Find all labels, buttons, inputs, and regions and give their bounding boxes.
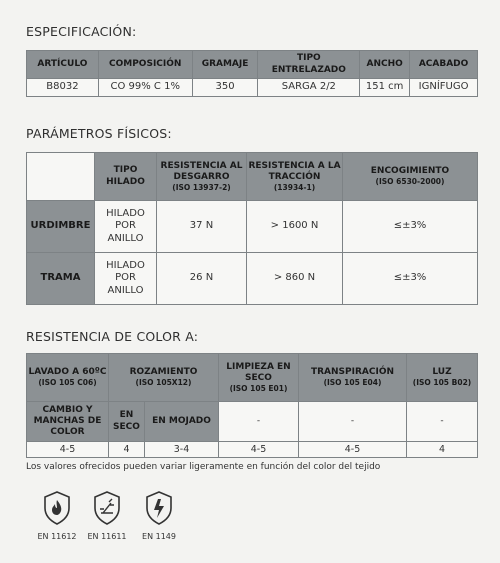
spec-value: B8032 [27,79,99,97]
cert-en1149 [132,490,186,541]
spec-header: GRAMAJE [192,51,258,79]
physical-header-row [27,153,478,201]
tear-resistance: 26 N [157,253,247,305]
physical-header: ENCOGIMIENTO (ISO 6530-2000) [343,153,478,201]
spec-header-row [27,51,478,79]
flame-shield-icon [42,490,72,526]
yarn-type: HILADO POR ANILLO [95,253,157,305]
color-subheader: EN MOJADO [145,402,219,442]
color-value: 4 [407,442,478,458]
cert-en11611 [80,490,134,541]
shrinkage: ≤±3% [343,253,478,305]
spec-value: 350 [192,79,258,97]
yarn-type: HILADO POR ANILLO [95,201,157,253]
spec-table [26,50,478,97]
spec-value: CO 99% C 1% [98,79,192,97]
cert-label: EN 11612 [37,532,77,541]
spec-value-row [27,79,478,97]
spec-value: SARGA 2/2 [258,79,360,97]
physical-header: TIPO HILADO [95,153,157,201]
spec-value: IGNÍFUGO [410,79,478,97]
physical-header: RESISTENCIA A LA TRACCIÓN (13934-1) [247,153,343,201]
spec-header: COMPOSICIÓN [98,51,192,79]
tensile-resistance: > 1600 N [247,201,343,253]
physical-table [26,152,478,305]
cert-en11612 [30,490,84,541]
physical-corner-cell [27,153,95,201]
row-label: TRAMA [27,253,95,305]
shrinkage: ≤±3% [343,201,478,253]
spec-value: 151 cm [360,79,410,97]
color-table [26,353,478,458]
cert-label: EN 1149 [142,532,176,541]
color-title: RESISTENCIA DE COLOR A: [26,329,199,344]
tensile-resistance: > 860 N [247,253,343,305]
spec-header: TIPO ENTRELAZADO [258,51,360,79]
physical-title: PARÁMETROS FÍSICOS: [26,126,172,141]
color-value-row [27,442,478,458]
welding-shield-icon [92,490,122,526]
lightning-shield-icon [144,490,174,526]
color-header: LAVADO A 60ºC (ISO 105 C06) [27,354,109,402]
color-subheader-row [27,402,478,442]
physical-row-urdimbre [27,201,478,253]
color-header: LIMPIEZA EN SECO (ISO 105 E01) [219,354,299,402]
color-subheader: CAMBIO Y MANCHAS DE COLOR [27,402,109,442]
color-header: LUZ (ISO 105 B02) [407,354,478,402]
physical-row-trama [27,253,478,305]
color-value: 3-4 [145,442,219,458]
color-value: 4-5 [27,442,109,458]
spec-header: ANCHO [360,51,410,79]
color-subheader-empty: - [219,402,299,442]
spec-header: ACABADO [410,51,478,79]
color-subheader: EN SECO [109,402,145,442]
color-value: 4-5 [219,442,299,458]
color-header-row [27,354,478,402]
color-header: TRANSPIRACIÓN (ISO 105 E04) [299,354,407,402]
spec-title: ESPECIFICACIÓN: [26,24,137,39]
spec-header: ARTÍCULO [27,51,99,79]
color-subheader-empty: - [299,402,407,442]
color-value: 4-5 [299,442,407,458]
color-value: 4 [109,442,145,458]
color-subheader-empty: - [407,402,478,442]
row-label: URDIMBRE [27,201,95,253]
tear-resistance: 37 N [157,201,247,253]
cert-label: EN 11611 [87,532,127,541]
disclaimer-note: Los valores ofrecidos pueden variar ligeramente en función del color del tejido [26,462,381,472]
color-header: ROZAMIENTO (ISO 105X12) [109,354,219,402]
physical-header: RESISTENCIA AL DESGARRO (ISO 13937-2) [157,153,247,201]
